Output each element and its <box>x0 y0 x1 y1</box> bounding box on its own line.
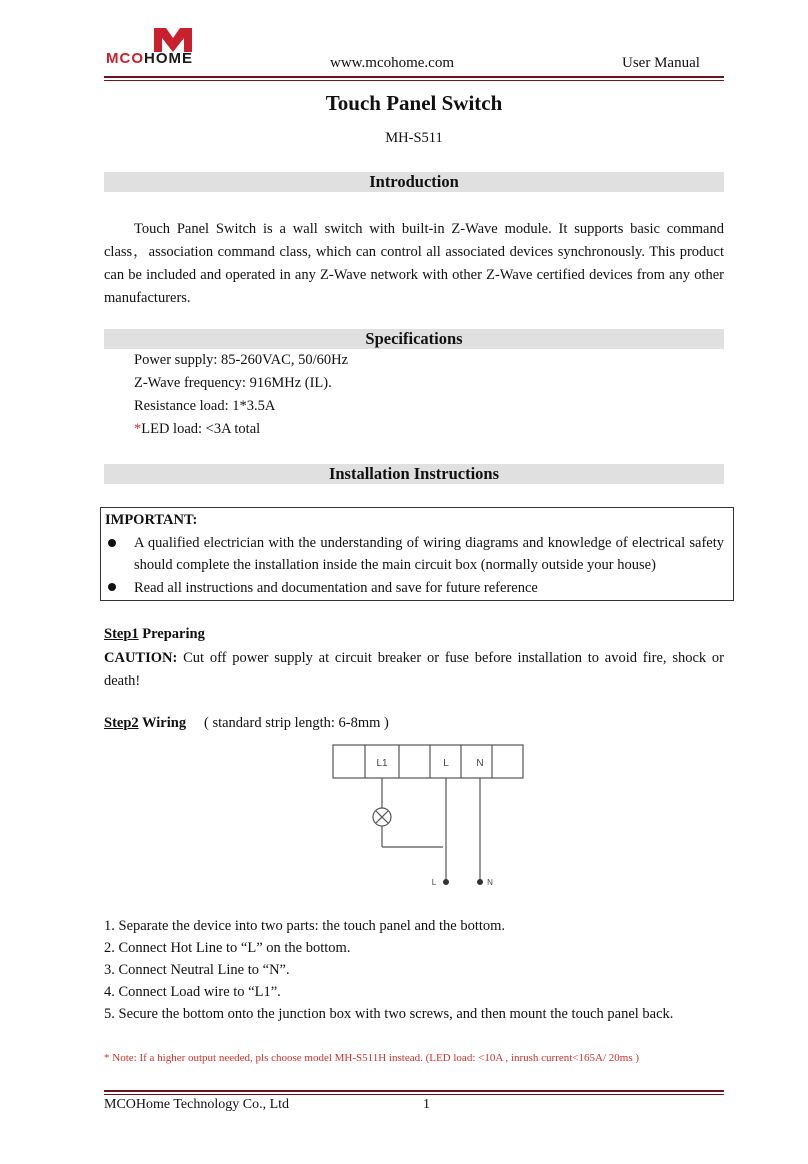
instruction-4: 4. Connect Load wire to “L1”. <box>104 984 281 1000</box>
company-name: MCOHome Technology Co., Ltd <box>104 1097 290 1112</box>
terminal-l-label: L <box>443 758 449 769</box>
bottom-n-label: N <box>487 878 493 887</box>
bullet-icon <box>108 539 116 547</box>
terminal-l1-label: L1 <box>376 758 388 769</box>
strip-length-note: ( standard strip length: 6-8mm ) <box>204 715 389 731</box>
header-rule-thin <box>104 80 724 81</box>
header-rule <box>104 76 724 78</box>
instruction-2: 2. Connect Hot Line to “L” on the bottom. <box>104 940 351 956</box>
l-terminal-dot <box>443 879 449 885</box>
page-number: 1 <box>423 1097 430 1112</box>
spec-power: Power supply: 85-260VAC, 50/60Hz <box>134 352 349 368</box>
instruction-5: 5. Secure the bottom onto the junction box with two screws, and then mount the touch panel back. <box>104 1006 674 1022</box>
spec-resistance: Resistance load: 1*3.5A <box>134 398 276 414</box>
important-item-2: Read all instructions and documentation and save for future reference <box>134 580 538 596</box>
footer-rule <box>104 1090 724 1092</box>
step1-heading <box>104 626 205 643</box>
installation-heading: Installation Instructions <box>104 464 724 484</box>
step2-heading <box>104 715 186 732</box>
wiring-diagram <box>330 742 530 892</box>
introduction-heading: Introduction <box>104 172 724 192</box>
instruction-3: 3. Connect Neutral Line to “N”. <box>104 962 290 978</box>
doc-type-label: User Manual <box>622 55 700 71</box>
specifications-heading: Specifications <box>104 329 724 349</box>
n-terminal-dot <box>477 879 483 885</box>
instruction-1: 1. Separate the device into two parts: the touch panel and the bottom. <box>104 918 506 934</box>
website-text: www.mcohome.com <box>330 55 454 71</box>
spec-led-star: * <box>134 421 142 437</box>
caution-paragraph <box>104 647 724 693</box>
caution-text: Cut off power supply at circuit breaker or fuse before installation to avoid fire, shock or death! <box>104 650 724 689</box>
bottom-l-label: L <box>431 878 437 887</box>
spec-led <box>134 421 260 438</box>
important-heading: IMPORTANT: <box>105 512 198 528</box>
terminal-n-label: N <box>476 758 484 769</box>
step2-label: Wiring <box>142 715 187 731</box>
footnote: * Note: If a higher output needed, pls choose model MH-S511H instead. (LED load: <10A , inrush current<165A/ 20ms ) <box>104 1052 640 1064</box>
terminal-block <box>333 745 523 778</box>
logo-wordmark: MCOHOME <box>106 50 193 67</box>
important-item-1: A qualified electrician with the understanding of wiring diagrams and knowledge of electrical safety should complete the installation inside the main circuit box (normally outside your house) <box>134 535 724 573</box>
step1-number: Step1 <box>104 626 139 642</box>
page-title: Touch Panel Switch <box>325 91 503 115</box>
spec-frequency: Z-Wave frequency: 916MHz (IL). <box>134 375 332 391</box>
bullet-icon <box>108 583 116 591</box>
model-number: MH-S511 <box>385 130 443 146</box>
spec-led-text: LED load: <3A total <box>141 421 261 437</box>
step1-label: Preparing <box>142 626 205 642</box>
introduction-text: Touch Panel Switch is a wall switch with built-in Z-Wave module. It supports basic command class，association command class, which can control all associated devices synchronously. This product can be included and operated in any Z-Wave network with other Z-Wave certified devices from any other manufacturers. <box>104 221 724 306</box>
step2-number: Step2 <box>104 715 139 731</box>
caution-label: CAUTION: <box>104 650 178 666</box>
footer-rule-thin <box>104 1094 724 1095</box>
